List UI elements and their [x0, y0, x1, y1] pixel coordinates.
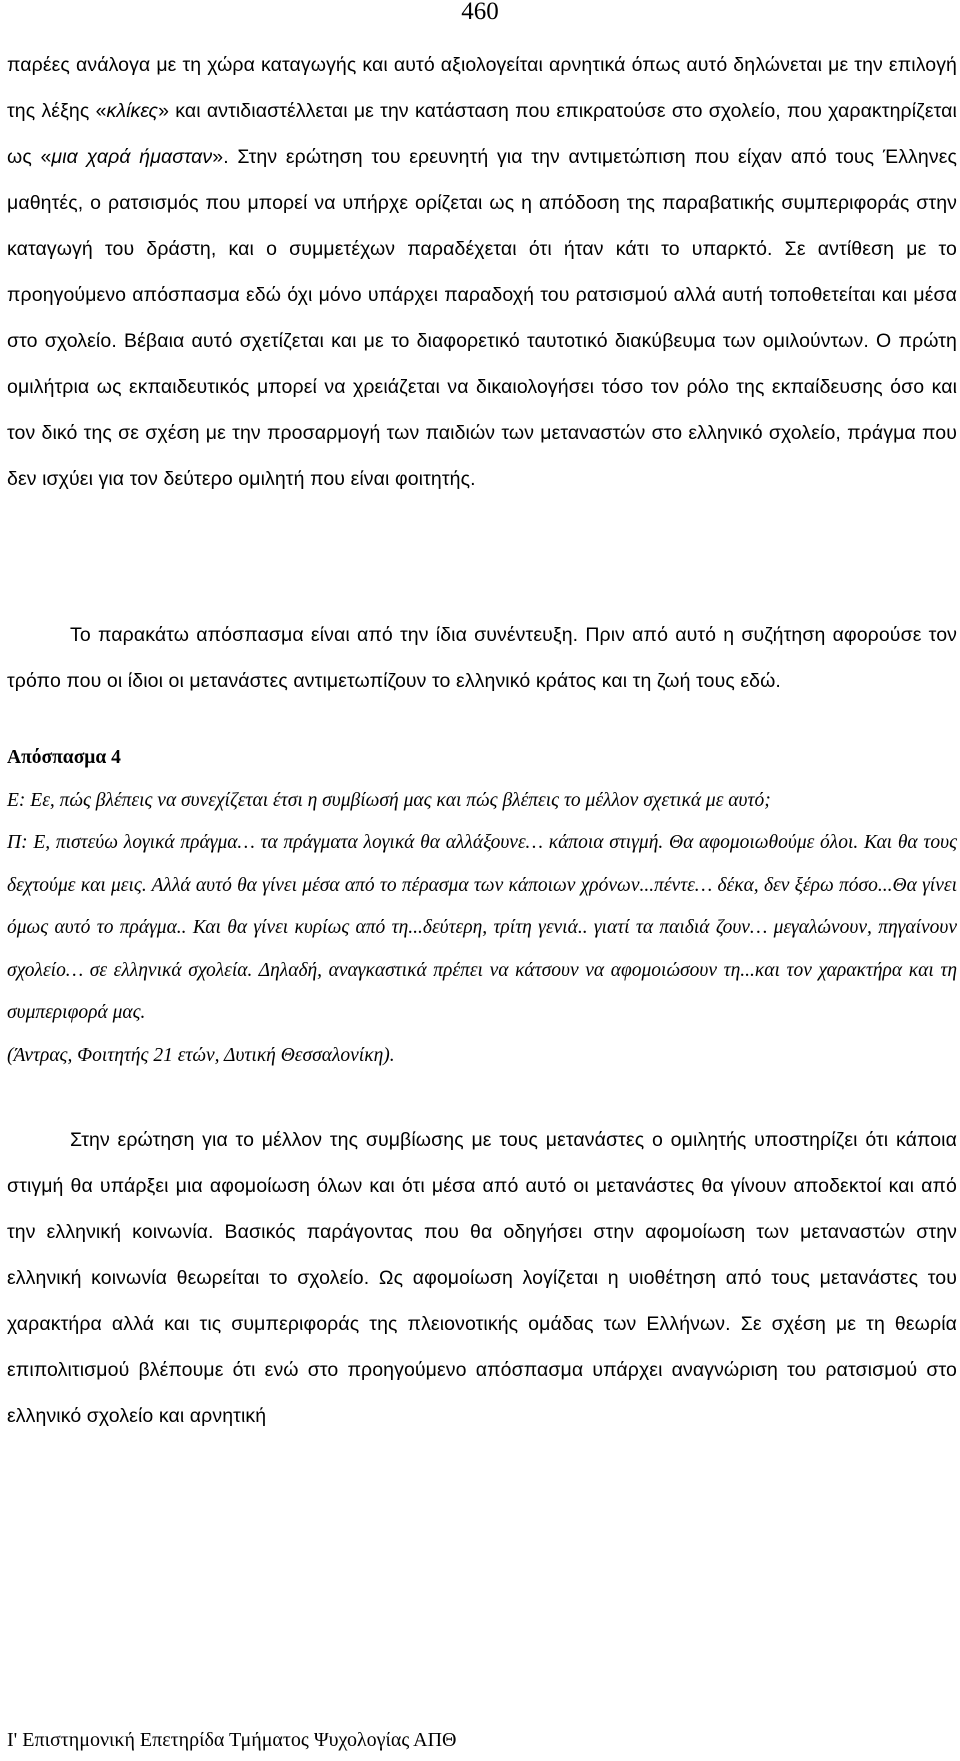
excerpt-heading: Απόσπασμα 4 [7, 747, 121, 768]
quoted-phrase: μια χαρά ήμασταν [51, 146, 213, 168]
paragraph-1-part-2: » και αντιδιαστέλλεται με την κατάσταση που επικρατούσε στο σχολείο, που χαρακτηρίζεται ως « [7, 100, 957, 168]
paragraph-1-text [7, 42, 957, 502]
paragraph-1 [7, 42, 957, 502]
quoted-term-klikes: κλίκες [106, 100, 159, 122]
paragraph-1-part-3: ». Στην ερώτηση του ερευνητή για την αντιμετώπιση που είχαν από τους Έλληνες μαθητές, ο ρατσισμός που μπορεί να υπήρχε ορίζεται ως η απόδοση της παραβατικής συμπεριφοράς στην καταγωγή του δράστη, και ο συμμετέχων παραδέχεται ότι ήταν κάτι το υπαρκτό. Σε αντίθεση με το προηγούμενο απόσπασμα εδώ όχι μόνο υπάρχει παραδοχή του ρατσισμού αλλά αυτή τοποθετείται και μέσα στο σχολείο. Βέβαια αυτό σχετίζεται και με το διαφορετικό ταυτοτικό διακύβευμα των ομιλούντων. Ο πρώτη ομιλήτρια ως εκπαιδευτικός μπορεί να χρειάζεται να δικαιολογήσει τόσο τον ρόλο της εκπαίδευσης όσο και τον δικό της σε σχέση με την προσαρμογή των παιδιών των μεταναστών στο ελληνικό σχολείο, πράγμα που δεν ισχύει για τον δεύτερο ομιλητή που είναι φοιτητής. [7, 146, 957, 490]
page-number: 460 [461, 0, 499, 25]
paragraph-1-part-1: παρέες ανάλογα με τη χώρα καταγωγής και αυτό αξιολογείται αρνητικά όπως αυτό δηλώνεται με την επιλογή της λέξης « [7, 54, 957, 122]
paragraph-3-text: Στην ερώτηση για το μέλλον της συμβίωσης με τους μετανάστες ο ομιλητής υποστηρίζει ότι κάποια στιγμή θα υπάρξει μια αφομοίωση όλων και ότι μέσα από αυτό οι μετανάστες θα γίνουν αποδεκτοί και από την ελληνική κοινωνία. Βασικός παράγοντας που θα οδηγήσει στην αφομοίωση των μεταναστών στην ελληνική κοινωνία θεωρείται το σχολείο. Ως αφομοίωση λογίζεται η υιοθέτηση από τους μετανάστες του χαρακτήρα αλλά και τις συμπεριφοράς της πλειονοτικής ομάδας των Ελλήνων. Σε σχέση με τη θεωρία επιπολιτισμού βλέπουμε ότι ενώ στο προηγούμενο απόσπασμα υπάρχει αναγνώριση του ρατσισμού στο ελληνικό σχολείο και αρνητική [7, 1129, 957, 1427]
excerpt-block [7, 737, 957, 1077]
footer-journal-title: Ι' Επιστημονική Επετηρίδα Τμήματος Ψυχολογίας ΑΠΘ [7, 1729, 457, 1751]
excerpt-interviewer-line: Ε: Εε, πώς βλέπεις να συνεχίζεται έτσι η συμβίωσή μας και πώς βλέπεις το μέλλον σχετικά με αυτό; [7, 789, 771, 811]
excerpt-participant-line: Π: Ε, πιστεύω λογικά πράγμα… τα πράγματα λογικά θα αλλάξουνε… κάποια στιγμή. Θα αφομοιωθούμε όλοι. Και θα τους δεχτούμε και μεις. Αλλά αυτό θα γίνει μέσα από το πέρασμα των κάποιων χρόνων...πέντε… δέκα, δεν ξέρω πόσο...Θα γίνει όμως αυτό το πράγμα.. Και θα γίνει κυρίως από τη...δεύτερη, τρίτη γενιά.. γιατί τα παιδιά ζουν… μεγαλώνουν, πηγαίνουν σχολείο… σε ελληνικά σχολεία. Δηλαδή, αναγκαστικά πρέπει να κάτσουν να αφομοιώσουν τη...και τον χαρακτήρα και τη συμπεριφορά μας. [7, 832, 957, 1023]
excerpt-attribution: (Άντρας, Φοιτητής 21 ετών, Δυτική Θεσσαλονίκη). [7, 1044, 395, 1066]
paragraph-2-text: Το παρακάτω απόσπασμα είναι από την ίδια συνέντευξη. Πριν από αυτό η συζήτηση αφορούσε τον τρόπο που οι ίδιοι οι μετανάστες αντιμετωπίζουν το ελληνικό κράτος και τη ζωή τους εδώ. [7, 624, 957, 692]
paragraph-2 [7, 612, 957, 704]
paragraph-3 [7, 1117, 957, 1439]
